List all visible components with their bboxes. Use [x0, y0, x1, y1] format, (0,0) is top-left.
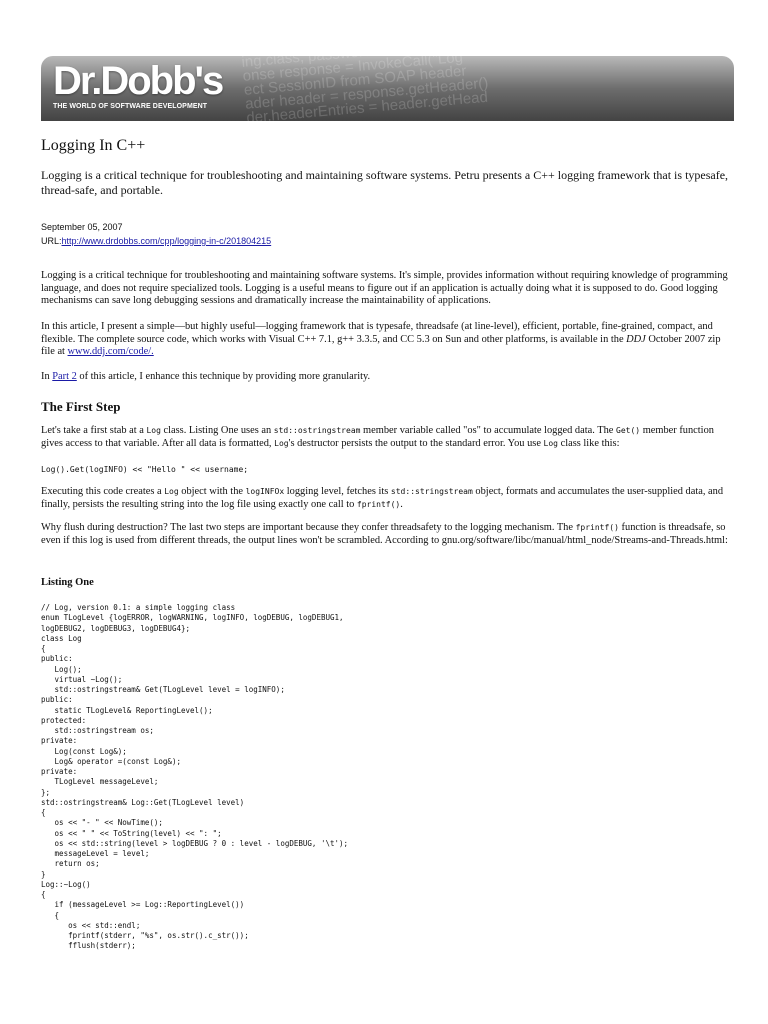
code-example-line: Log().Get(logINFO) << "Hello " << username; — [41, 465, 249, 474]
ddj-code-link[interactable]: www.ddj.com/code/. — [67, 346, 154, 357]
fs2-c7: fprintf() — [356, 499, 401, 509]
para3-text-a: In — [41, 371, 53, 382]
fs1-c5: Get() — [616, 426, 641, 435]
fs2-c5: std::stringstream — [390, 487, 473, 496]
paragraph-executing — [41, 486, 731, 511]
fs1-c1: Log — [146, 426, 161, 435]
part2-link[interactable]: Part 2 — [52, 371, 77, 382]
fs2-t8: . — [400, 498, 403, 510]
para2-ddj: DDJ — [626, 333, 646, 345]
fs2-c1: Log — [164, 487, 179, 496]
fs2-t0: Executing this code creates a — [41, 486, 165, 497]
fs3-t2: function is threadsafe, so even if this log is used from different threads, the output lines won't be scrambled. According to gnu.org/software/libc/manual/html_node/Streams-and-Threads.html: — [41, 522, 728, 546]
paragraph-part2 — [41, 371, 731, 384]
fs2-c3: logINFOx — [245, 487, 285, 496]
article-date: September 05, 2007 — [41, 222, 123, 232]
fs1-t4: member variable called "os" to accumulate logged data. The — [360, 425, 616, 436]
fs3-t0: Why flush during destruction? The last two steps are important because they confer threadsafety to the logging mechanism. The — [41, 522, 576, 533]
article-url-link[interactable]: http://www.drdobbs.com/cpp/logging-in-c/201804215 — [61, 236, 272, 246]
site-tagline: THE WORLD OF SOFTWARE DEVELOPMENT — [53, 103, 208, 110]
paragraph-first-stab — [41, 425, 731, 450]
paragraph-why-flush — [41, 522, 731, 547]
fs2-t2: object with the — [178, 486, 246, 497]
heading-first-step: The First Step — [41, 399, 121, 414]
code-listing-one: // Log, version 0.1: a simple logging class enum TLogLevel {logERROR, logWARNING, logINFO, logDEBUG, logDEBUG1, logDEBUG2, logDEBUG3, logDEBUG4}; class Log { public: Log(); virtual ~Log(); std::ostringstream& Get(TLogLevel level = logINFO); public: static TLogLevel& ReportingLevel(); protected: std::ostringstream os; private: Log(const Log&); Log& operator =(const Log&); private: TLogLevel messageLevel; }; std::ostringstream& Log::Get(TLogLevel level) { os << "- " << NowTime(); os << " " << ToString(level) << ": "; os << std::string(level > logDEBUG ? 0 : level - logDEBUG, '\t'); messageLevel = level; return os; } Log::~Log() { if (messageLevel >= Log::ReportingLevel()) { os << std::endl; fprintf(stderr, "%s", os.str().c_str()); fflush(stderr); — [41, 603, 349, 951]
para2-text-b: October 2007 zip file at — [41, 333, 721, 357]
fs1-c3: std::ostringstream — [273, 426, 361, 435]
article-url-line — [41, 235, 271, 247]
article-lead: Logging is a critical technique for troubleshooting and maintaining software systems. Petru presents a C++ logging framework that is typesafe, thread-safe, and portable. — [41, 168, 729, 197]
url-label: URL: — [41, 236, 62, 246]
fs1-c7: Log — [274, 438, 289, 448]
fs1-c9: Log — [543, 438, 558, 448]
fs1-t8: 's destructor persists the output to the standard error. You use — [288, 437, 544, 449]
fs3-c1: fprintf() — [575, 523, 619, 532]
paragraph-intro: Logging is a critical technique for troubleshooting and maintaining software systems. It's simple, provides information without requiring knowledge of programming language, and does not require specialized tools. Logging is a useful means to figure out if an application is actually doing what it is supposed to do. Good logging mechanisms can save long debugging sessions and dramatically increase the maintainability of applications. — [41, 270, 728, 306]
banner-background-code: ing.class, password.num) onse response = InvokeCall("Log ect SessionID from SOAP header ader header = response.getHeader() der.headerEntries = header.getHead — [240, 39, 489, 127]
heading-listing-one: Listing One — [41, 577, 94, 588]
fs1-t6: member function gives access to that variable. After all data is formatted, — [41, 425, 714, 449]
para3-text-b: of this article, I enhance this technique by providing more granularity. — [76, 371, 371, 382]
article-title: Logging In C++ — [41, 137, 146, 154]
fs1-t10: class like this: — [558, 437, 620, 449]
site-banner — [41, 39, 734, 127]
para2-text-a: In this article, I present a simple—but highly useful—logging framework that is typesafe, threadsafe (at line-level), efficient, portable, fine-grained, compact, and flexible. The complete source code, which works with Visual C++ 7.1, g++ 3.3.5, and CC 5.3 on Sun and other platforms, is available in the — [41, 321, 713, 345]
fs1-t0: Let's take a first stab at a — [41, 425, 147, 436]
paragraph-framework — [41, 321, 731, 359]
site-logo[interactable]: Dr.Dobb's — [53, 59, 223, 103]
fs2-t4: logging level, fetches its — [284, 486, 391, 497]
fs1-t2: class. Listing One uses an — [160, 425, 274, 436]
fs2-t6: object, formats and accumulates the user-supplied data, and finally, persists the resulting string into the log file using exactly one call to — [41, 486, 724, 510]
